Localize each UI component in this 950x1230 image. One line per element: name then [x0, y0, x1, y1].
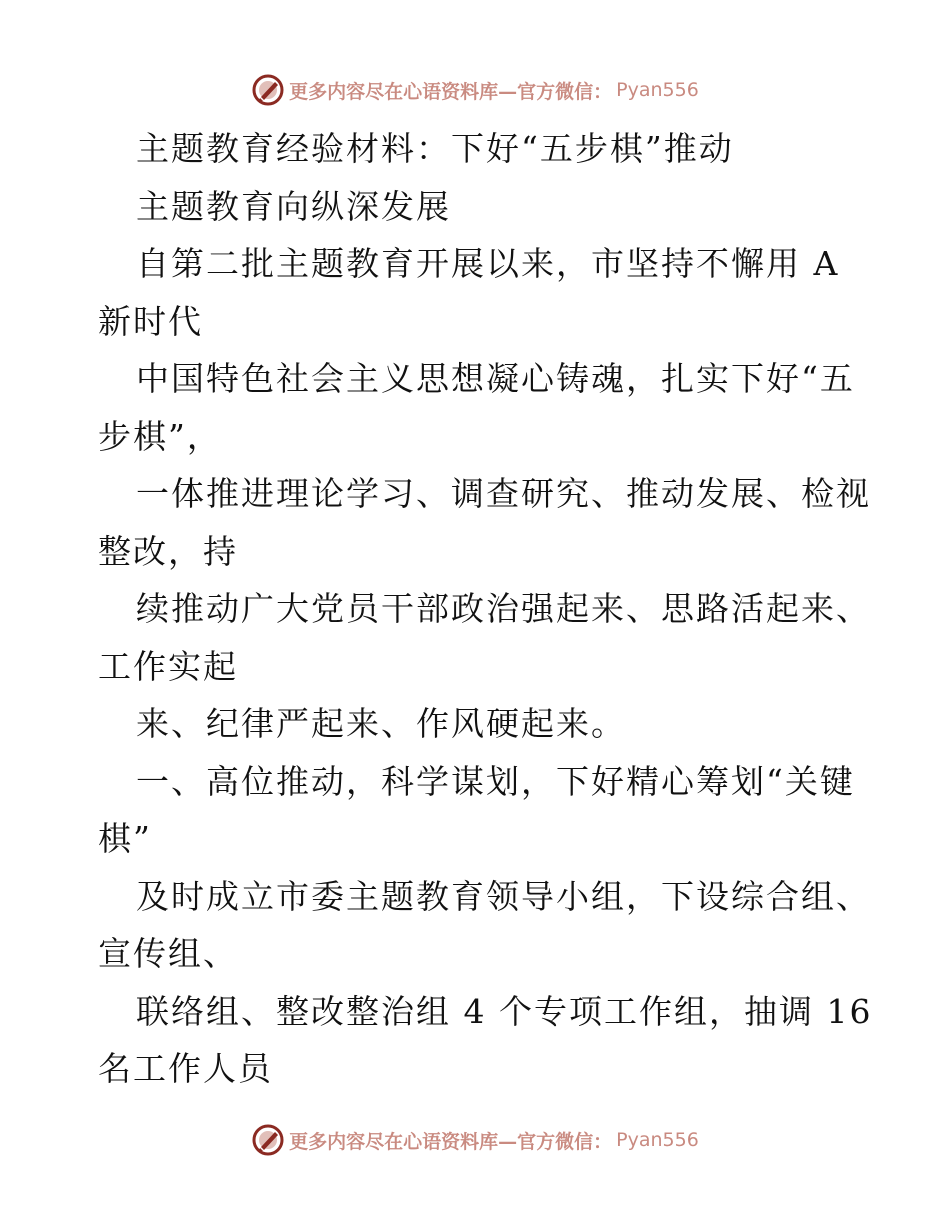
text-line: 一、高位推动，科学谋划，下好精心筹划“关键 [136, 761, 855, 801]
text-line: 主题教育向纵深发展 [136, 186, 451, 226]
text-line: 主题教育经验材料：下好“五步棋”推动 [136, 129, 734, 168]
text-line: 名工作人员 [98, 1049, 273, 1088]
text-line: 一体推进理论学习、调查研究、推动发展、检视 [136, 474, 871, 513]
footer-banner-wechat-id: Pyan556 [616, 1129, 699, 1151]
footer-watermark-banner [0, 1120, 950, 1160]
pen-logo-icon [251, 73, 285, 107]
text-line: 中国特色社会主义思想凝心铸魂，扎实下好“五 [136, 359, 855, 398]
text-line: 联络组、整改整治组 4 个专项工作组，抽调 16 [136, 991, 873, 1031]
document-body [98, 120, 873, 1098]
text-line: 步棋”， [98, 416, 222, 456]
pen-logo-icon [251, 1123, 285, 1157]
text-line: 宣传组、 [98, 934, 238, 973]
header-watermark-banner [0, 70, 950, 110]
footer-banner-inner [251, 1123, 699, 1157]
text-line: 续推动广大党员干部政治强起来、思路活起来、 [136, 589, 871, 628]
text-line: 及时成立市委主题教育领导小组，下设综合组、 [136, 876, 871, 916]
text-line: 工作实起 [98, 646, 238, 686]
footer-banner-text: 更多内容尽在心语资料库—官方微信： [289, 1130, 613, 1153]
text-line: 整改，持 [98, 531, 238, 571]
text-line: 新时代 [98, 301, 203, 341]
header-banner-wechat-id: Pyan556 [616, 79, 699, 101]
text-line: 来、纪律严起来、作风硬起来。 [136, 704, 626, 743]
header-banner-text: 更多内容尽在心语资料库—官方微信： [289, 80, 613, 103]
text-line: 棋” [98, 819, 152, 858]
header-banner-inner [251, 73, 699, 107]
text-line: 自第二批主题教育开展以来，市坚持不懈用 A [136, 244, 840, 283]
